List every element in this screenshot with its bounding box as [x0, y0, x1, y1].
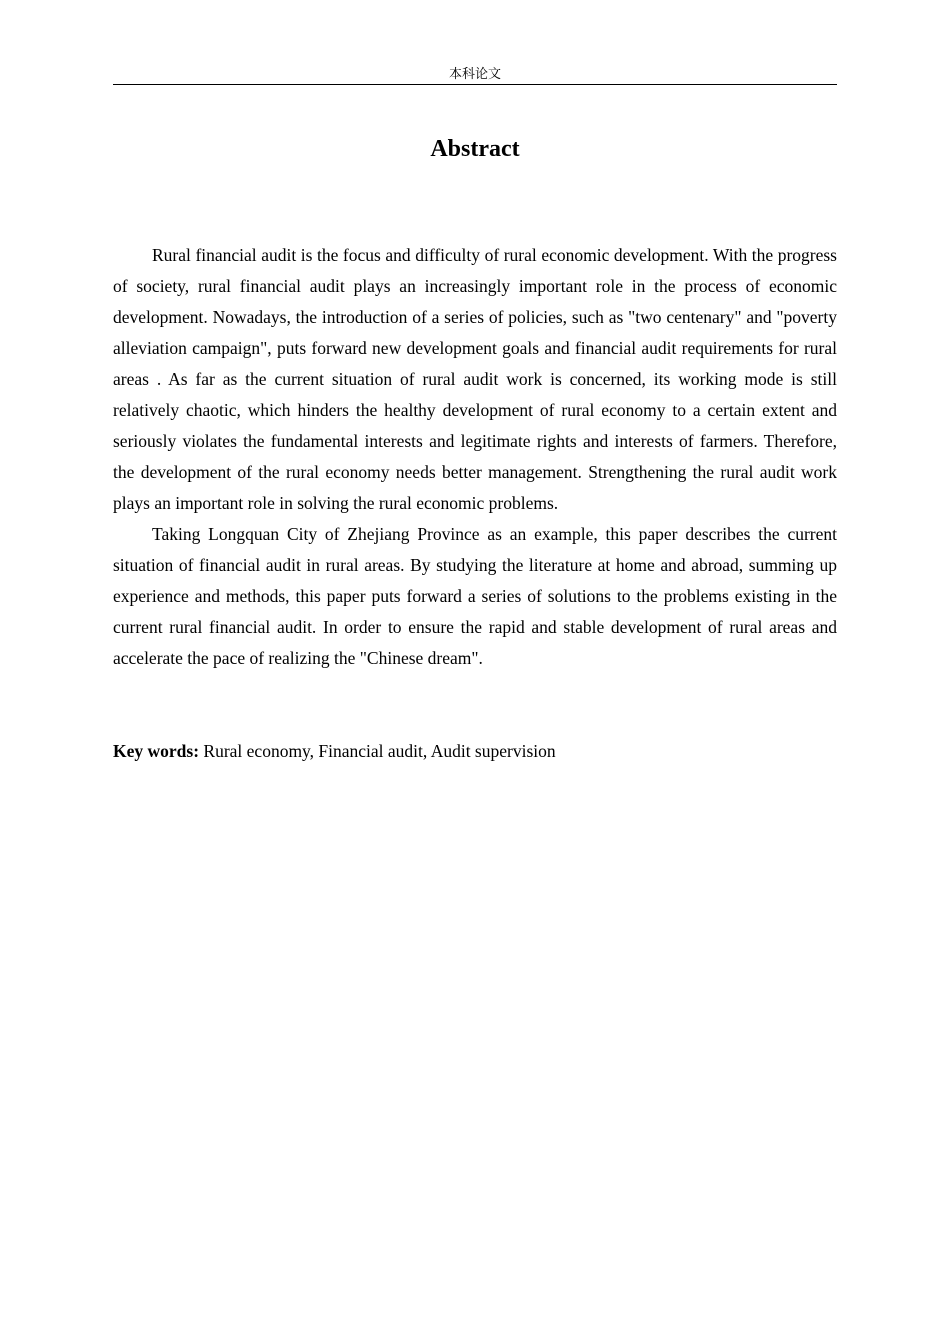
keywords-line: [113, 736, 837, 767]
running-title: 本科论文: [448, 66, 501, 81]
keywords-label: Key words:: [113, 741, 200, 761]
page-header: [113, 64, 837, 85]
abstract-paragraph-1: Rural financial audit is the focus and difficulty of rural economic development. With the progress of society, rural financial audit plays an increasingly important role in the process of economic development. Nowadays, the introduction of a series of policies, such as "two centenary" and "poverty alleviation campaign", puts forward new development goals and financial audit requirements for rural areas . As far as the current situation of rural audit work is concerned, its working mode is still relatively chaotic, which hinders the healthy development of rural economy to a certain extent and seriously violates the fundamental interests and legitimate rights and interests of farmers. Therefore, the development of the rural economy needs better management. Strengthening the rural audit work plays an important role in solving the rural economic problems.: [113, 245, 837, 513]
abstract-body: [113, 240, 837, 674]
abstract-title: Abstract: [430, 136, 520, 162]
keywords-text: Rural economy, Financial audit, Audit supervision: [203, 741, 556, 761]
abstract-paragraph-2: Taking Longquan City of Zhejiang Province as an example, this paper describes the current situation of financial audit in rural areas. By studying the literature at home and abroad, summing up experience and methods, this paper puts forward a series of solutions to the problems existing in the current rural financial audit. In order to ensure the rapid and stable development of rural areas and accelerate the pace of realizing the "Chinese dream".: [113, 524, 837, 668]
